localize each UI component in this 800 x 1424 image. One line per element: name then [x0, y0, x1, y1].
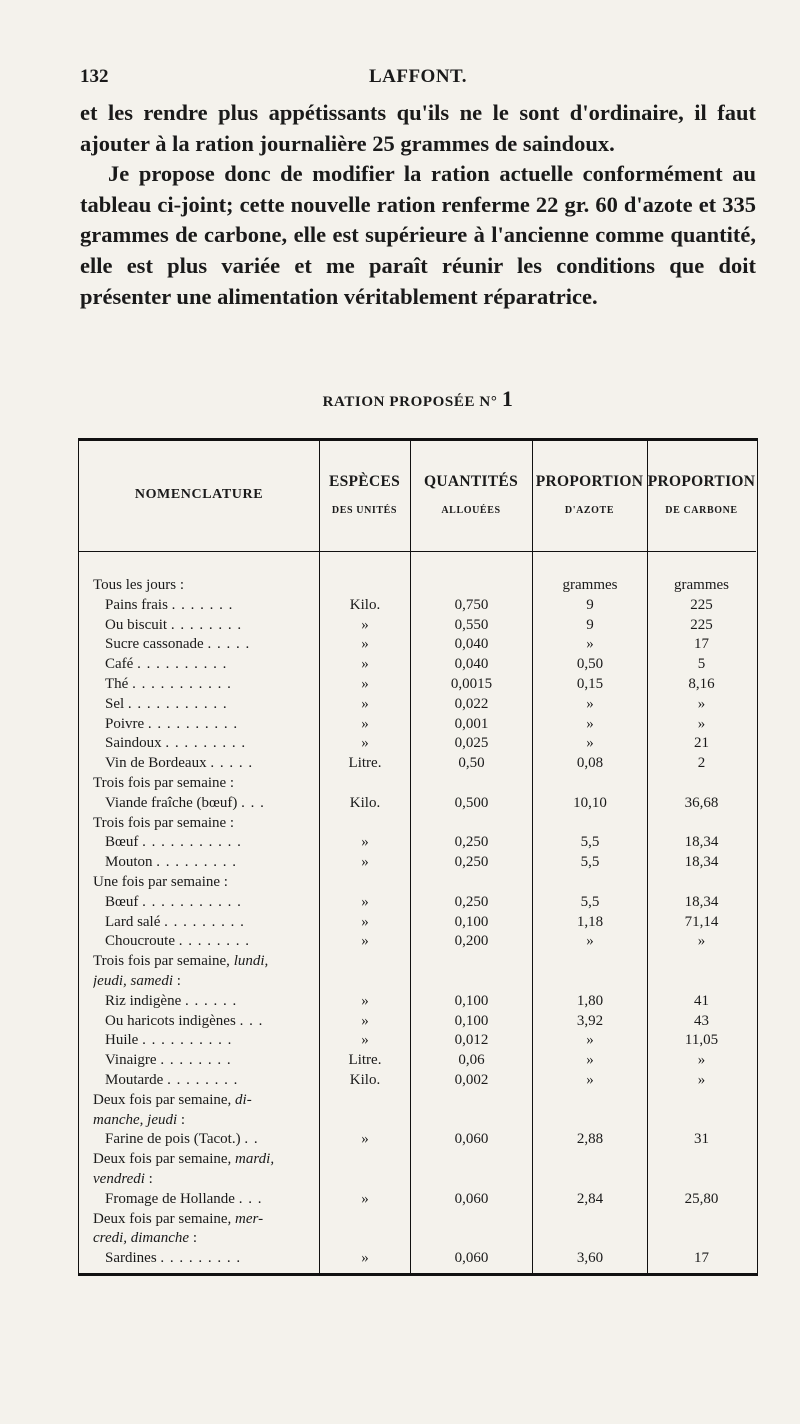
cell-quantity: 0,040: [454, 636, 489, 653]
cell-unit: »: [361, 1131, 369, 1148]
item-name: Bœuf: [105, 834, 139, 851]
item-name: Trois fois par semaine :: [93, 814, 235, 831]
cell-carbone: 2: [697, 755, 706, 772]
leader-dots: . . . . . . . . . . .: [127, 695, 228, 712]
leader-dots: . .: [244, 1131, 259, 1148]
col-header-especes: ESPÈCES DES UNITÉS: [328, 473, 401, 516]
cell-quantity: 0,50: [458, 755, 485, 772]
leader-dots: . . . . . . . . .: [160, 1250, 242, 1267]
cell-azote: 3,92: [576, 1012, 604, 1029]
cell-unit: »: [361, 992, 369, 1009]
cell-unit: »: [361, 1032, 369, 1049]
table-row: [79, 1190, 756, 1210]
item-name: Une fois par semaine :: [93, 873, 228, 890]
cell-carbone: 41: [694, 992, 709, 1009]
item-name: Tous les jours :: [93, 577, 185, 593]
cell-azote: 2,88: [576, 1131, 604, 1148]
item-name: Deux fois par semaine,: [93, 1210, 236, 1227]
item-days: manche, jeudi: [93, 1111, 178, 1128]
cell-azote: 5,5: [580, 834, 600, 851]
cell-carbone: 31: [694, 1131, 709, 1148]
cell-carbone: 18,34: [684, 854, 719, 871]
paragraph-2: Je propose donc de modifier la ration actuelle conformément au tableau ci-joint; cette nouvelle ration renferme 22 gr. 60 d'azote et 335 grammes de carbone, elle est supérieure à l'ancienne comme quantité, elle est plus variée et me paraît réunir les conditions que doit présenter une alimentation véritablement réparatrice.: [80, 161, 756, 309]
cell-unit: Kilo.: [349, 1071, 381, 1088]
cell-carbone: »: [697, 1071, 706, 1088]
cell-unit: »: [361, 834, 369, 851]
item-name: Ou haricots indigènes: [105, 1012, 236, 1029]
table-row: [79, 1012, 756, 1032]
item-name: Mouton: [105, 854, 153, 871]
table-row: [79, 576, 756, 596]
cell-unit: »: [361, 893, 369, 910]
cell-unit: »: [361, 735, 369, 752]
cell-unit: Kilo.: [349, 794, 381, 811]
cell-unit: Litre.: [348, 1052, 382, 1069]
table-row: [79, 952, 756, 972]
cell-azote: 9: [586, 616, 594, 633]
cell-nomenclature: [105, 715, 319, 735]
cell-quantity: 0,200: [454, 933, 489, 950]
ration-table: [78, 438, 758, 1276]
table-row: [79, 754, 756, 774]
table-row: [79, 833, 756, 853]
cell-nomenclature: [93, 1210, 319, 1230]
cell-azote: »: [586, 1052, 594, 1069]
cell-quantity: 0,0015: [450, 675, 493, 692]
table-row: [79, 675, 756, 695]
cell-nomenclature: [93, 1111, 319, 1131]
cell-azote: 3,60: [576, 1250, 604, 1267]
cell-azote: 2,84: [576, 1190, 604, 1207]
cell-carbone: »: [697, 715, 706, 732]
cell-unit: »: [361, 636, 369, 653]
cell-quantity: 0,001: [454, 715, 489, 732]
cell-nomenclature: [93, 952, 319, 972]
cell-unit: Litre.: [348, 755, 382, 772]
item-name: Viande fraîche (bœuf): [105, 794, 238, 811]
cell-azote: 1,18: [576, 913, 604, 930]
table-row: [79, 655, 756, 675]
cell-nomenclature: [105, 596, 319, 616]
cell-nomenclature: [105, 932, 319, 952]
item-name: Café: [105, 656, 134, 673]
cell-carbone: grammes: [674, 577, 729, 593]
cell-carbone: 5: [697, 656, 706, 673]
cell-azote: »: [586, 695, 594, 712]
leader-dots: . . . . . .: [184, 992, 238, 1009]
table-row: [79, 616, 756, 636]
item-colon: :: [144, 1170, 153, 1187]
cell-carbone: 17: [694, 1250, 709, 1267]
item-name: Vinaigre: [105, 1052, 157, 1069]
cell-carbone: 18,34: [684, 893, 719, 910]
cell-unit: Kilo.: [349, 596, 381, 613]
cell-unit: »: [361, 715, 369, 732]
table-row: [79, 873, 756, 893]
cell-azote: »: [586, 715, 594, 732]
cell-quantity: 0,250: [454, 834, 489, 851]
cell-carbone: 21: [694, 735, 709, 752]
item-name: Moutarde: [105, 1071, 164, 1088]
cell-carbone: 71,14: [684, 913, 719, 930]
table-title-number: 1: [501, 386, 514, 411]
cell-unit: »: [361, 913, 369, 930]
item-name: Choucroute: [105, 933, 175, 950]
cell-carbone: 8,16: [688, 675, 715, 692]
leader-dots: . . .: [239, 1012, 264, 1029]
cell-azote: »: [586, 1032, 594, 1049]
cell-carbone: 17: [694, 636, 709, 653]
cell-azote: grammes: [562, 577, 618, 593]
table-row: [79, 1210, 756, 1230]
leader-dots: . . .: [241, 794, 265, 811]
item-name: Sucre cassonade: [105, 636, 204, 653]
leader-dots: . . . . . . . . . .: [137, 656, 228, 673]
item-days: jeudi, samedi: [93, 972, 173, 989]
item-name: Lard salé: [105, 913, 161, 930]
cell-quantity: 0,002: [454, 1071, 489, 1088]
paragraph-1: et les rendre plus appétissants qu'ils ne le sont d'ordinaire, il faut ajouter à la ration journalière 25 grammes de saindoux.: [80, 100, 756, 156]
table-title: [80, 386, 756, 412]
item-name: Sel: [105, 695, 125, 712]
cell-quantity: 0,060: [454, 1190, 489, 1207]
cell-nomenclature: [105, 893, 319, 913]
body-text: [80, 98, 756, 312]
item-name: Farine de pois (Tacot.): [105, 1131, 241, 1148]
table-row: [79, 853, 756, 873]
cell-nomenclature: [105, 1190, 319, 1210]
cell-quantity: 0,012: [454, 1032, 489, 1049]
cell-unit: »: [361, 1012, 369, 1029]
item-name: Deux fois par semaine,: [93, 1091, 236, 1108]
item-name: Trois fois par semaine :: [93, 774, 235, 791]
cell-nomenclature: [105, 1130, 319, 1150]
cell-azote: 0,15: [576, 675, 604, 692]
item-name: Ou biscuit: [105, 616, 168, 633]
item-days: mer-: [235, 1210, 264, 1227]
table-header: [79, 441, 756, 552]
cell-azote: 10,10: [573, 794, 607, 811]
cell-azote: »: [586, 735, 594, 752]
leader-dots: . . . . . . . . . . .: [132, 675, 232, 692]
col-header-quantites: QUANTITÉS ALLOUÉES: [423, 473, 518, 516]
cell-nomenclature: [93, 1170, 319, 1190]
table-row: [79, 1229, 756, 1249]
cell-unit: »: [361, 695, 369, 712]
cell-nomenclature: [93, 1091, 319, 1111]
leader-dots: . . . . . . . . . .: [147, 715, 239, 732]
leader-dots: . . . . . . . . . .: [142, 1032, 233, 1049]
cell-quantity: 0,250: [454, 854, 489, 871]
leader-dots: . . . . .: [210, 755, 254, 772]
item-name: Fromage de Hollande: [105, 1190, 235, 1207]
leader-dots: . . . . . . . . .: [164, 913, 245, 930]
leader-dots: . . . . . . . .: [167, 1071, 239, 1088]
cell-quantity: 0,750: [454, 596, 489, 613]
item-name: Bœuf: [105, 893, 139, 910]
table-row: [79, 932, 756, 952]
table-row: [79, 1130, 756, 1150]
item-name: Trois fois par semaine,: [93, 953, 234, 970]
cell-quantity: 0,100: [454, 1012, 489, 1029]
cell-carbone: »: [697, 695, 706, 712]
item-colon: :: [189, 1230, 198, 1247]
table-row: [79, 814, 756, 834]
cell-nomenclature: [93, 873, 319, 893]
table-row: [79, 596, 756, 616]
leader-dots: . . .: [238, 1190, 263, 1207]
leader-dots: . . . . . . . . .: [165, 735, 247, 752]
table-row: [79, 774, 756, 794]
cell-nomenclature: [93, 576, 319, 596]
cell-carbone: 18,34: [684, 834, 719, 851]
cell-nomenclature: [105, 1051, 319, 1071]
cell-nomenclature: [105, 794, 319, 814]
item-name: Deux fois par semaine,: [93, 1151, 236, 1168]
cell-nomenclature: [93, 774, 319, 794]
leader-dots: . . . . . . . .: [160, 1052, 232, 1069]
cell-quantity: 0,022: [454, 695, 489, 712]
cell-quantity: 0,250: [454, 893, 489, 910]
table-row: [79, 715, 756, 735]
table-row: [79, 1031, 756, 1051]
cell-nomenclature: [105, 1012, 319, 1032]
cell-carbone: 225: [690, 596, 713, 613]
table-row: [79, 734, 756, 754]
cell-carbone: »: [697, 1052, 706, 1069]
item-name: Pains frais: [105, 596, 168, 613]
cell-azote: 1,80: [576, 992, 604, 1009]
page-number: 132: [80, 66, 109, 87]
col-header-nomenclature: NOMENCLATURE: [134, 487, 264, 502]
cell-nomenclature: [105, 1071, 319, 1091]
table-body: [79, 576, 756, 1269]
table-row: [79, 695, 756, 715]
table-row: [79, 1249, 756, 1269]
cell-nomenclature: [93, 1150, 319, 1170]
cell-quantity: 0,550: [454, 616, 489, 633]
cell-quantity: 0,06: [458, 1052, 485, 1069]
cell-unit: »: [361, 1190, 369, 1207]
table-row: [79, 1170, 756, 1190]
leader-dots: . . . . . . .: [171, 596, 234, 613]
leader-dots: . . . . . . . . .: [156, 854, 238, 871]
cell-carbone: 43: [694, 1012, 709, 1029]
cell-nomenclature: [105, 675, 319, 695]
item-name: Huile: [105, 1032, 139, 1049]
table-row: [79, 992, 756, 1012]
cell-carbone: 11,05: [684, 1032, 719, 1049]
cell-quantity: 0,025: [454, 735, 489, 752]
cell-nomenclature: [105, 635, 319, 655]
cell-nomenclature: [105, 1031, 319, 1051]
cell-nomenclature: [93, 972, 319, 992]
cell-carbone: »: [697, 933, 706, 950]
item-days: mardi,: [235, 1151, 275, 1168]
cell-quantity: 0,060: [454, 1131, 489, 1148]
cell-azote: »: [586, 1071, 594, 1088]
leader-dots: . . . . . . . .: [178, 933, 250, 950]
item-name: Sardines: [105, 1250, 157, 1267]
cell-nomenclature: [105, 754, 319, 774]
table-row: [79, 893, 756, 913]
cell-quantity: 0,060: [454, 1250, 489, 1267]
author-name: LAFFONT.: [368, 66, 468, 87]
table-row: [79, 1150, 756, 1170]
cell-nomenclature: [105, 695, 319, 715]
leader-dots: . . . . . . . .: [170, 616, 243, 633]
cell-unit: »: [361, 1250, 369, 1267]
cell-azote: 0,50: [576, 656, 604, 673]
table-row: [79, 1091, 756, 1111]
table-row: [79, 1111, 756, 1131]
cell-unit: »: [361, 616, 369, 633]
item-days: credi, dimanche: [93, 1230, 190, 1247]
cell-quantity: 0,100: [454, 913, 489, 930]
cell-carbone: 225: [690, 616, 713, 633]
table-row: [79, 635, 756, 655]
cell-nomenclature: [93, 814, 319, 834]
cell-unit: »: [361, 933, 369, 950]
item-days: vendredi: [93, 1170, 145, 1187]
leader-dots: . . . . .: [207, 636, 251, 653]
cell-unit: »: [361, 656, 369, 673]
cell-quantity: 0,040: [454, 656, 489, 673]
table-row: [79, 794, 756, 814]
cell-nomenclature: [105, 853, 319, 873]
cell-nomenclature: [105, 616, 319, 636]
item-colon: :: [173, 972, 181, 989]
table-row: [79, 913, 756, 933]
cell-azote: 0,08: [576, 755, 604, 772]
item-days: di-: [235, 1091, 252, 1108]
table-row: [79, 1051, 756, 1071]
cell-nomenclature: [105, 992, 319, 1012]
cell-carbone: 25,80: [684, 1190, 719, 1207]
cell-unit: »: [361, 675, 369, 692]
leader-dots: . . . . . . . . . . .: [142, 834, 242, 851]
item-name: Riz indigène: [105, 992, 182, 1009]
cell-quantity: 0,500: [454, 794, 489, 811]
cell-nomenclature: [105, 655, 319, 675]
item-name: Vin de Bordeaux: [105, 755, 207, 772]
cell-nomenclature: [93, 1229, 319, 1249]
cell-azote: »: [586, 636, 594, 653]
cell-quantity: 0,100: [454, 992, 489, 1009]
cell-unit: »: [361, 854, 369, 871]
cell-azote: 9: [586, 596, 594, 613]
cell-nomenclature: [105, 833, 319, 853]
item-name: Thé: [105, 675, 129, 692]
table-row: [79, 972, 756, 992]
cell-nomenclature: [105, 913, 319, 933]
cell-carbone: 36,68: [684, 794, 719, 811]
item-days: lundi,: [233, 953, 269, 970]
table-row: [79, 1071, 756, 1091]
cell-azote: 5,5: [580, 854, 600, 871]
item-colon: :: [177, 1111, 186, 1128]
col-header-carbone: PROPORTION DE CARBONE: [647, 473, 756, 516]
item-name: Saindoux: [105, 735, 162, 752]
table-title-text: RATION PROPOSÉE N°: [322, 394, 498, 410]
cell-azote: 5,5: [580, 893, 600, 910]
cell-azote: »: [586, 933, 594, 950]
leader-dots: . . . . . . . . . . .: [142, 893, 242, 910]
running-head: [80, 66, 756, 92]
item-name: Poivre: [105, 715, 145, 732]
cell-nomenclature: [105, 1249, 319, 1269]
cell-nomenclature: [105, 734, 319, 754]
col-header-azote: PROPORTION D'AZOTE: [535, 473, 644, 516]
